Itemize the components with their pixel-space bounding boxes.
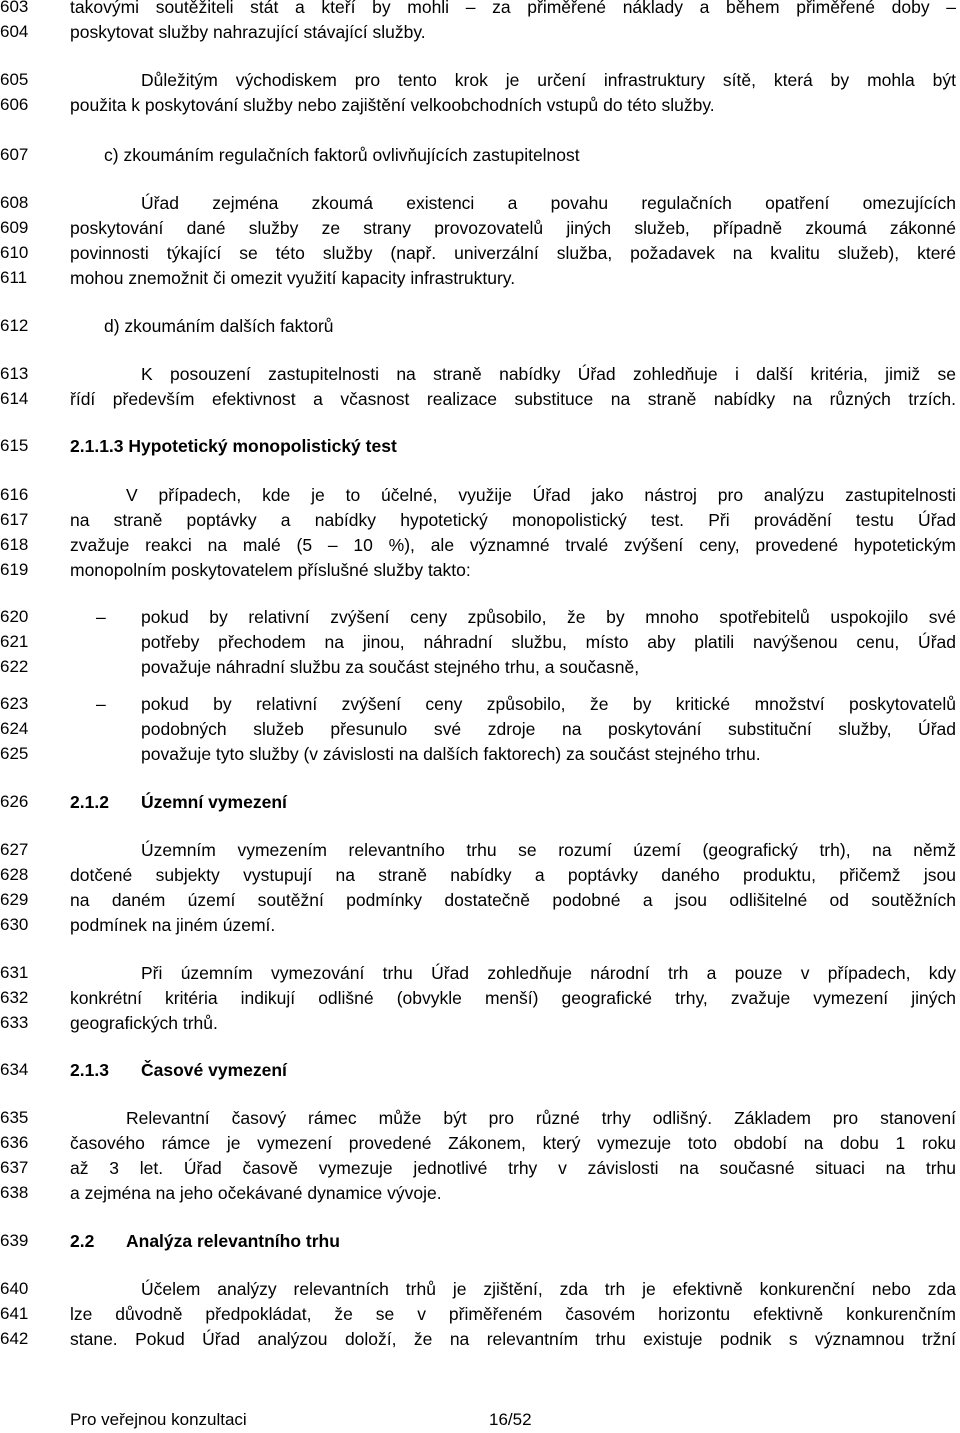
section-number: 2.2 [70, 1231, 95, 1251]
line-number: 641 [0, 1304, 29, 1323]
line-number: 638 [0, 1183, 29, 1202]
text-line: Účelem analýzy relevantních trhů je zjištění, zda trh je efektivně konkurenční nebo zda [141, 1279, 956, 1299]
list-item: pokud by relativní zvýšení ceny způsobilo, že by kritické množství poskytovatelů [141, 694, 956, 714]
text-line: a zejména na jeho očekávané dynamice vývoje. [70, 1183, 442, 1203]
subsection-heading: d) zkoumáním dalších faktorů [104, 316, 334, 336]
line-number: 628 [0, 865, 29, 884]
text-line: povinnosti týkající se této služby (např. univerzální služba, požadavek na kvalitu služeb), které [70, 243, 956, 263]
text-line: poskytování dané služby ze strany provozovatelů jiných služeb, případně zkoumá zákonné [70, 218, 956, 238]
text-line: Úřad zejména zkoumá existenci a povahu regulačních opatření omezujících [141, 193, 956, 213]
bullet-dash: – [96, 607, 106, 627]
footer-label: Pro veřejnou konzultaci [70, 1410, 247, 1429]
line-number: 626 [0, 792, 29, 811]
text-line: zvažuje reakci na malé (5 – 10 %), ale významné trvalé zvýšení ceny, provedené hypotetickým [70, 535, 956, 555]
line-number: 619 [0, 560, 29, 579]
section-heading: Časové vymezení [141, 1060, 287, 1080]
line-number: 630 [0, 915, 29, 934]
line-number: 617 [0, 510, 29, 529]
line-number: 637 [0, 1158, 29, 1177]
text-line: Územním vymezením relevantního trhu se rozumí území (geografický trh), na němž [141, 840, 956, 860]
text-line: až 3 let. Úřad časově vymezuje jednotlivé trhy v závislosti na současné situaci na trhu [70, 1158, 956, 1178]
text-line: řídí především efektivnost a včasnost realizace substituce na straně nabídky na různých trzích. [70, 389, 956, 409]
section-heading: Územní vymezení [141, 792, 287, 812]
line-number: 636 [0, 1133, 29, 1152]
list-item: pokud by relativní zvýšení ceny způsobilo, že by mnoho spotřebitelů uspokojilo své [141, 607, 956, 627]
line-number: 618 [0, 535, 29, 554]
line-number: 620 [0, 607, 29, 626]
line-number: 612 [0, 316, 29, 335]
line-number: 627 [0, 840, 29, 859]
line-number: 616 [0, 485, 29, 504]
line-number: 606 [0, 95, 29, 114]
text-line: použita k poskytování služby nebo zajištění velkoobchodních vstupů do této služby. [70, 95, 715, 115]
line-number: 635 [0, 1108, 29, 1127]
section-heading: 2.1.1.3 Hypotetický monopolistický test [70, 436, 397, 456]
section-number: 2.1.2 [70, 792, 109, 812]
line-number: 603 [0, 0, 29, 16]
line-number: 611 [0, 268, 28, 287]
line-number: 632 [0, 988, 29, 1007]
line-number: 634 [0, 1060, 29, 1079]
line-number: 639 [0, 1231, 29, 1250]
line-number: 629 [0, 890, 29, 909]
line-number: 613 [0, 364, 29, 383]
text-line: Důležitým východiskem pro tento krok je určení infrastruktury sítě, která by mohla být [141, 70, 956, 90]
text-line: časového rámce je vymezení provedené Zákonem, který vymezuje toto období na dobu 1 roku [70, 1133, 956, 1153]
text-line: takovými soutěžiteli stát a kteří by mohli – za přiměřené náklady a během přiměřené doby – [70, 0, 956, 17]
text-line: Relevantní časový rámec může být pro různé trhy odlišný. Základem pro stanovení [126, 1108, 956, 1128]
line-number: 607 [0, 145, 29, 164]
text-line: stane. Pokud Úřad analýzou doloží, že na relevantním trhu existuje podnik s významnou tržní [70, 1329, 956, 1349]
line-number: 609 [0, 218, 29, 237]
line-number: 604 [0, 22, 29, 41]
line-number: 625 [0, 744, 29, 763]
text-line: lze důvodně předpokládat, že se v přiměřeném časovém horizontu efektivně konkurenčním [70, 1304, 956, 1324]
bullet-dash: – [96, 694, 106, 714]
line-number: 624 [0, 719, 29, 738]
list-item: potřeby přechodem na jinou, náhradní službu, místo aby platili navýšenou cenu, Úřad [141, 632, 956, 652]
line-number: 621 [0, 632, 29, 651]
line-number: 608 [0, 193, 29, 212]
list-item: považuje tyto služby (v závislosti na dalších faktorech) za součást stejného trhu. [141, 744, 761, 764]
line-number: 623 [0, 694, 29, 713]
subsection-heading: c) zkoumáním regulačních faktorů ovlivňujících zastupitelnost [104, 145, 580, 165]
line-number: 640 [0, 1279, 29, 1298]
text-line: Při územním vymezování trhu Úřad zohledňuje národní trh a pouze v případech, kdy [141, 963, 956, 983]
text-line: na straně poptávky a nabídky hypotetický monopolistický test. Při provádění testu Úřad [70, 510, 956, 530]
text-line: na daném území soutěžní podmínky dostatečně podobné a jsou odlišitelné od soutěžních [70, 890, 956, 910]
text-line: monopolním poskytovatelem příslušné služby takto: [70, 560, 471, 580]
text-line: podmínek na jiném území. [70, 915, 276, 935]
line-number: 615 [0, 436, 29, 455]
text-line: geografických trhů. [70, 1013, 218, 1033]
line-number: 642 [0, 1329, 29, 1348]
line-number: 605 [0, 70, 29, 89]
text-line: konkrétní kritéria indikují odlišné (obvykle menší) geografické trhy, zvažuje vymezení jiných [70, 988, 956, 1008]
line-number: 622 [0, 657, 29, 676]
text-line: V případech, kde je to účelné, využije Úřad jako nástroj pro analýzu zastupitelnosti [126, 485, 956, 505]
line-number: 631 [0, 963, 29, 982]
text-line: dotčené subjekty vystupují na straně nabídky a poptávky daného produktu, přičemž jsou [70, 865, 956, 885]
section-number: 2.1.3 [70, 1060, 109, 1080]
list-item: považuje náhradní službu za součást stejného trhu, a současně, [141, 657, 640, 677]
text-line: poskytovat služby nahrazující stávající služby. [70, 22, 426, 42]
line-number: 610 [0, 243, 29, 262]
line-number: 633 [0, 1013, 29, 1032]
text-line: K posouzení zastupitelnosti na straně nabídky Úřad zohledňuje i další kritéria, jimiž se [141, 364, 956, 384]
line-number: 614 [0, 389, 29, 408]
page-number: 16/52 [489, 1410, 532, 1429]
list-item: podobných služeb přesunulo své zdroje na poskytování substituční služby, Úřad [141, 719, 956, 739]
text-line: mohou znemožnit či omezit využití kapacity infrastruktury. [70, 268, 516, 288]
section-heading: Analýza relevantního trhu [126, 1231, 340, 1251]
